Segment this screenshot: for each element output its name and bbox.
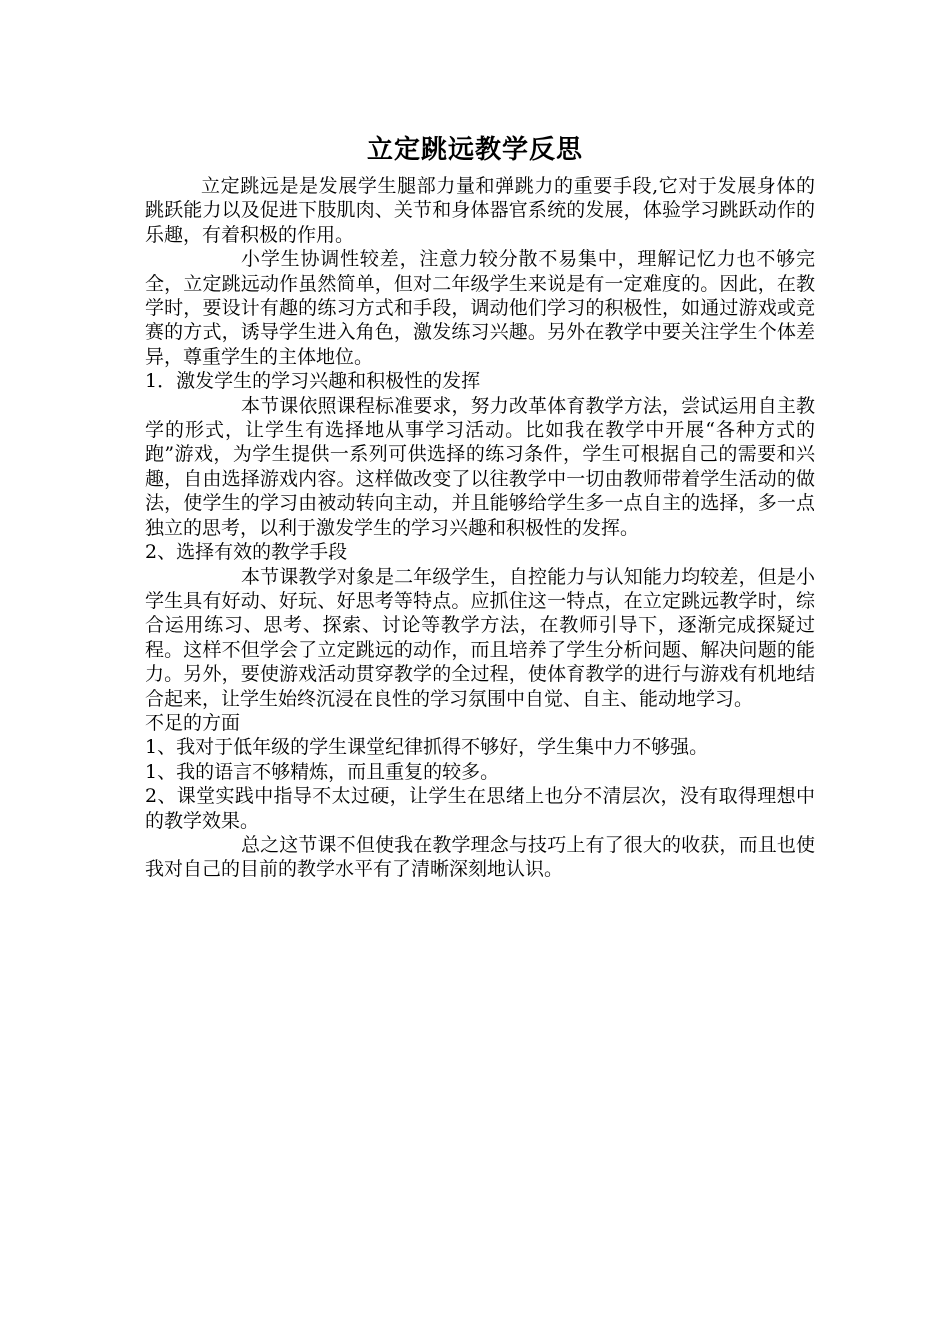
shortcoming-item: 1、我对于低年级的学生课堂纪律抓得不够好，学生集中力不够强。 bbox=[145, 736, 709, 759]
section-heading-2: 2、选择有效的教学手段 bbox=[145, 541, 348, 564]
document-body bbox=[145, 174, 815, 882]
paragraph-section-1: 本节课依照课程标准要求，努力改革体育教学方法，尝试运用自主教学的形式，让学生有选择地从事学习活动。比如我在教学中开展“各种方式的跑”游戏，为学生提供一系列可供选择的练习条件，学生可根据自己的需要和兴趣，自由选择游戏内容。这样做改变了以往教学中一切由教师带着学生活动的做法，使学生的学习由被动转向主动，并且能够给学生多一点自主的选择，多一点独立的思考，以利于激发学生的学习兴趣和积极性的发挥。 bbox=[145, 394, 815, 539]
shortcoming-item: 2、课堂实践中指导不太过硬，让学生在思绪上也分不清层次，没有取得理想中的教学效果。 bbox=[145, 785, 815, 832]
shortcoming-item: 1、我的语言不够精炼，而且重复的较多。 bbox=[145, 760, 500, 783]
paragraph-section-2: 本节课教学对象是二年级学生，自控能力与认知能力均较差，但是小学生具有好动、好玩、好思考等特点。应抓住这一特点，在立定跳远教学时，综合运用练习、思考、探索、讨论等教学方法，在教师引导下，逐渐完成探疑过程。这样不但学会了立定跳远的动作，而且培养了学生分析问题、解决问题的能力。另外，要使游戏活动贯穿教学的全过程，使体育教学的进行与游戏有机地结合起来，让学生始终沉浸在良性的学习氛围中自觉、自主、能动地学习。 bbox=[145, 565, 815, 710]
paragraph-intro: 立定跳远是是发展学生腿部力量和弹跳力的重要手段,它对于发展身体的跳跃能力以及促进下肢肌肉、关节和身体器官系统的发展，体验学习跳跃动作的乐趣，有着积极的作用。 bbox=[145, 175, 815, 246]
paragraph-students: 小学生协调性较差，注意力较分散不易集中，理解记忆力也不够完全，立定跳远动作虽然简单，但对二年级学生来说是有一定难度的。因此，在教学时，要设计有趣的练习方式和手段，调动他们学习的积极性，如通过游戏或竞赛的方式，诱导学生进入角色，激发练习兴趣。另外在教学中要关注学生个体差异，尊重学生的主体地位。 bbox=[145, 248, 815, 368]
paragraph-conclusion: 总之这节课不但使我在教学理念与技巧上有了很大的收获，而且也使我对自己的目前的教学水平有了清晰深刻地认识。 bbox=[145, 833, 815, 881]
section-heading-1: 1．激发学生的学习兴趣和积极性的发挥 bbox=[145, 370, 481, 393]
document-title: 立定跳远教学反思 bbox=[366, 135, 583, 165]
section-heading-shortcomings: 不足的方面 bbox=[145, 711, 241, 734]
